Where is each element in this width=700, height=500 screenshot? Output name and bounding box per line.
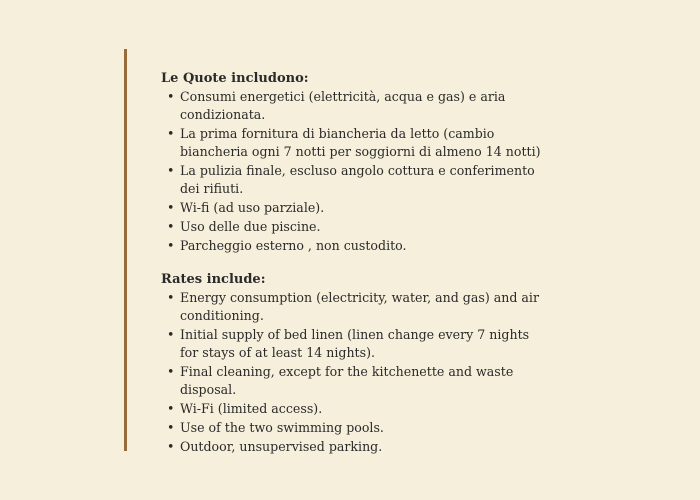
bullet-icon: • — [167, 89, 175, 104]
list-item-text: La prima fornitura di biancheria da letto (cambio biancheria ogni 7 notti per soggiorni di almeno 14 notti) — [180, 126, 541, 159]
list-item — [161, 326, 551, 362]
list-item-text: Energy consumption (electricity, water, and gas) and air conditioning. — [180, 290, 539, 323]
section-heading-english: Rates include: — [161, 272, 266, 287]
list-english — [161, 289, 551, 456]
list-item — [161, 88, 551, 124]
list-item-text: Final cleaning, except for the kitchenette and waste disposal. — [180, 364, 514, 397]
list-item — [161, 363, 551, 399]
section-english — [161, 271, 551, 456]
list-item-text: Wi-Fi (limited access). — [180, 401, 323, 416]
bullet-icon: • — [167, 420, 175, 435]
list-item — [161, 162, 551, 198]
list-item — [161, 125, 551, 161]
list-item-text: Outdoor, unsupervised parking. — [180, 439, 383, 454]
bullet-icon: • — [167, 219, 175, 234]
list-item — [161, 419, 551, 437]
list-item-text: Initial supply of bed linen (linen change every 7 nights for stays of at least 14 nights). — [180, 327, 530, 360]
list-item — [161, 438, 551, 456]
bullet-icon: • — [167, 439, 175, 454]
bullet-icon: • — [167, 238, 175, 253]
list-item-text: Parcheggio esterno , non custodito. — [180, 238, 407, 253]
list-item-text: La pulizia finale, escluso angolo cottura e conferimento dei rifiuti. — [180, 163, 535, 196]
bullet-icon: • — [167, 163, 175, 178]
list-item — [161, 199, 551, 217]
list-item — [161, 237, 551, 255]
bullet-icon: • — [167, 290, 175, 305]
bullet-icon: • — [167, 126, 175, 141]
list-item — [161, 289, 551, 325]
content — [161, 70, 551, 456]
list-item — [161, 218, 551, 236]
list-item-text: Uso delle due piscine. — [180, 219, 321, 234]
bullet-icon: • — [167, 200, 175, 215]
list-item — [161, 400, 551, 418]
accent-vertical-rule — [124, 49, 127, 451]
bullet-icon: • — [167, 401, 175, 416]
list-item-text: Wi-fi (ad uso parziale). — [180, 200, 325, 215]
list-item-text: Use of the two swimming pools. — [180, 420, 384, 435]
list-italian — [161, 88, 551, 255]
bullet-icon: • — [167, 327, 175, 342]
section-italian — [161, 70, 551, 255]
bullet-icon: • — [167, 364, 175, 379]
list-item-text: Consumi energetici (elettricità, acqua e gas) e aria condizionata. — [180, 89, 506, 122]
section-heading-italian: Le Quote includono: — [161, 71, 309, 86]
